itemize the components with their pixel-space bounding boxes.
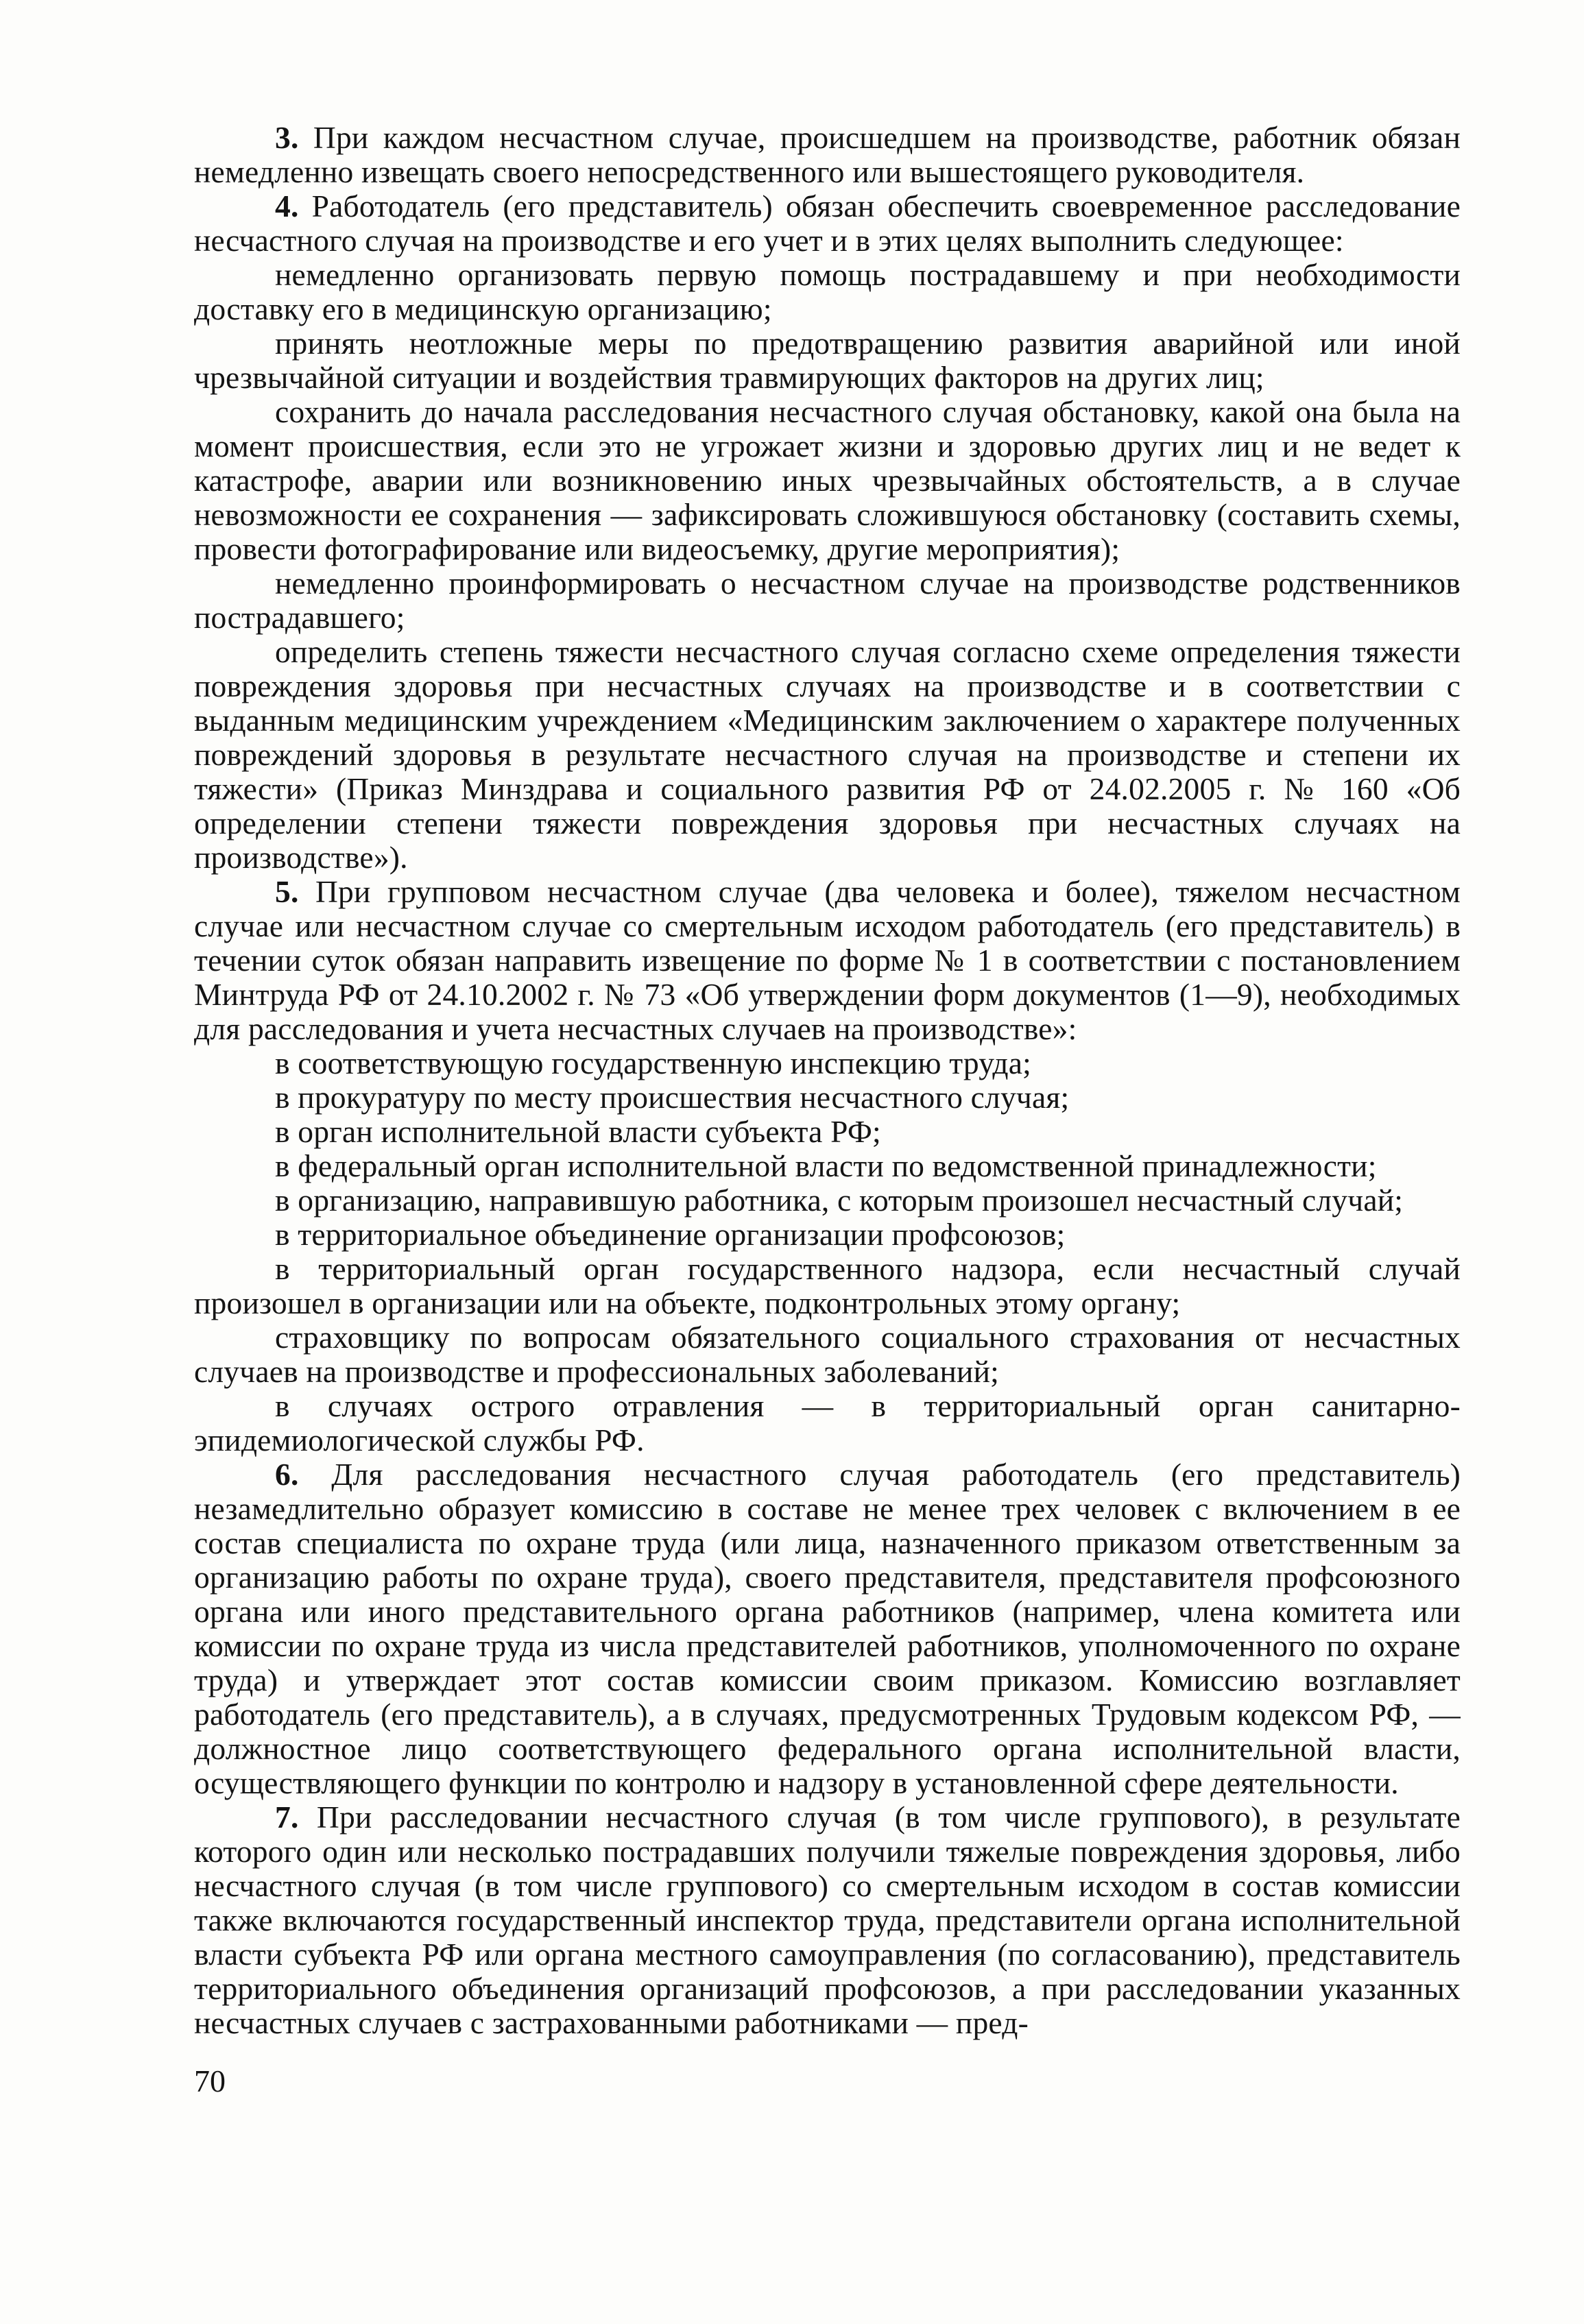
paragraph-number: 3.: [275, 120, 299, 155]
paragraph-text: в прокуратуру по месту происшествия несчастного случая;: [275, 1080, 1070, 1115]
paragraph: [194, 566, 1461, 635]
paragraph: [194, 875, 1461, 1046]
paragraph-text: в территориальное объединение организации профсоюзов;: [275, 1217, 1066, 1252]
paragraph-text: в случаях острого отравления — в территориальный орган санитарно-эпидемиологической службы РФ.: [194, 1388, 1461, 1457]
paragraph-text: немедленно организовать первую помощь пострадавшему и при необходимости доставку его в медицинскую организацию;: [194, 257, 1461, 326]
paragraph: [194, 1046, 1461, 1080]
paragraph-text: в организацию, направившую работника, с которым произошел несчастный случай;: [275, 1183, 1404, 1218]
paragraph-text: в территориальный орган государственного надзора, если несчастный случай произошел в организации или на объекте, подконтрольных этому органу;: [194, 1251, 1461, 1320]
paragraph: [194, 1218, 1461, 1252]
paragraph-text: При каждом несчастном случае, происшедшем на производстве, работник обязан немедленно извещать своего непосредственного или вышестоящего руководителя.: [194, 120, 1461, 189]
paragraph-text: принять неотложные меры по предотвращению развития аварийной или иной чрезвычайной ситуации и воздействия травмирующих факторов на других лиц;: [194, 326, 1461, 395]
paragraph-text: немедленно проинформировать о несчастном случае на производстве родственников пострадавшего;: [194, 566, 1461, 635]
paragraph-number: 5.: [275, 874, 299, 909]
paragraph: [194, 1080, 1461, 1115]
paragraph: [194, 1149, 1461, 1183]
paragraph-text: в орган исполнительной власти субъекта РФ;: [275, 1114, 881, 1149]
paragraph-text: При групповом несчастном случае (два человека и более), тяжелом несчастном случае или несчастном случае со смертельным исходом работодатель (его представитель) в течении суток обязан направить извещение по форме № 1 в соответствии с постановлением Минтруда РФ от 24.10.2002 г. № 73 «Об утверждении форм документов (1—9), необходимых для расследования и учета несчастных случаев на производстве»:: [194, 874, 1461, 1046]
paragraph: [194, 1183, 1461, 1218]
paragraph-text: в федеральный орган исполнительной власти по ведомственной принадлежности;: [275, 1148, 1377, 1183]
paragraph: [194, 1252, 1461, 1320]
paragraph-number: 6.: [275, 1457, 299, 1492]
paragraph: [194, 1389, 1461, 1457]
paragraph: [194, 395, 1461, 566]
paragraph-text: в соответствующую государственную инспекцию труда;: [275, 1045, 1031, 1080]
paragraph: [194, 189, 1461, 258]
paragraph-text: определить степень тяжести несчастного случая согласно схеме определения тяжести повреждения здоровья при несчастных случаях на производстве и в соответствии с выданным медицинским учреждением «Медицинским заключением о характере полученных повреждений здоровья в результате несчастного случая на производстве и степени их тяжести» (Приказ Минздрава и социального развития РФ от 24.02.2005 г. № 160 «Об определении степени тяжести повреждения здоровья при несчастных случаях на производстве»).: [194, 634, 1461, 875]
paragraph: [194, 258, 1461, 326]
paragraph-text: страховщику по вопросам обязательного социального страхования от несчастных случаев на производстве и профессиональных заболеваний;: [194, 1320, 1461, 1389]
paragraph: [194, 1457, 1461, 1800]
body-text: [194, 121, 1461, 2040]
paragraph-text: Для расследования несчастного случая работодатель (его представитель) незамедлительно образует комиссию в составе не менее трех человек с включением в ее состав специалиста по охране труда (или лица, назначенного приказом ответственным за организацию работы по охране труда), своего представителя, представителя профсоюзного органа или иного представительного органа работников (например, члена комитета или комиссии по охране труда из числа представителей работников, уполномоченного по охране труда) и утверждает этот состав комиссии своим приказом. Комиссию возглавляет работодатель (его представитель), а в случаях, предусмотренных Трудовым кодексом РФ, — должностное лицо соответствующего федерального органа исполнительной власти, осуществляющего функции по контролю и надзору в установленной сфере деятельности.: [194, 1457, 1461, 1800]
paragraph-number: 4.: [275, 189, 299, 223]
paragraph-text: сохранить до начала расследования несчастного случая обстановку, какой она была на момент происшествия, если это не угрожает жизни и здоровью других лиц и не ведет к катастрофе, аварии или возникновению иных чрезвычайных обстоятельств, а в случае невозможности ее сохранения — зафиксировать сложившуюся обстановку (составить схемы, провести фотографирование или видеосъемку, другие мероприятия);: [194, 394, 1461, 566]
paragraph: [194, 1115, 1461, 1149]
paragraph-text: При расследовании несчастного случая (в том числе группового), в результате которого один или несколько пострадавших получили тяжелые повреждения здоровья, либо несчастного случая (в том числе группового) со смертельным исходом в состав комиссии также включаются государственный инспектор труда, представители органа исполнительной власти субъекта РФ или органа местного самоуправления (по согласованию), представитель территориального объединения организаций профсоюзов, а при расследовании указанных несчастных случаев с застрахованными работниками — пред-: [194, 1800, 1461, 2040]
paragraph-text: Работодатель (его представитель) обязан обеспечить своевременное расследование несчастного случая на производстве и его учет и в этих целях выполнить следующее:: [194, 189, 1461, 258]
paragraph-number: 7.: [275, 1800, 299, 1835]
paragraph: [194, 121, 1461, 189]
page-number: 70: [194, 2063, 226, 2098]
paragraph: [194, 635, 1461, 875]
paragraph: [194, 326, 1461, 395]
paragraph: [194, 1320, 1461, 1389]
paragraph: [194, 1800, 1461, 2040]
